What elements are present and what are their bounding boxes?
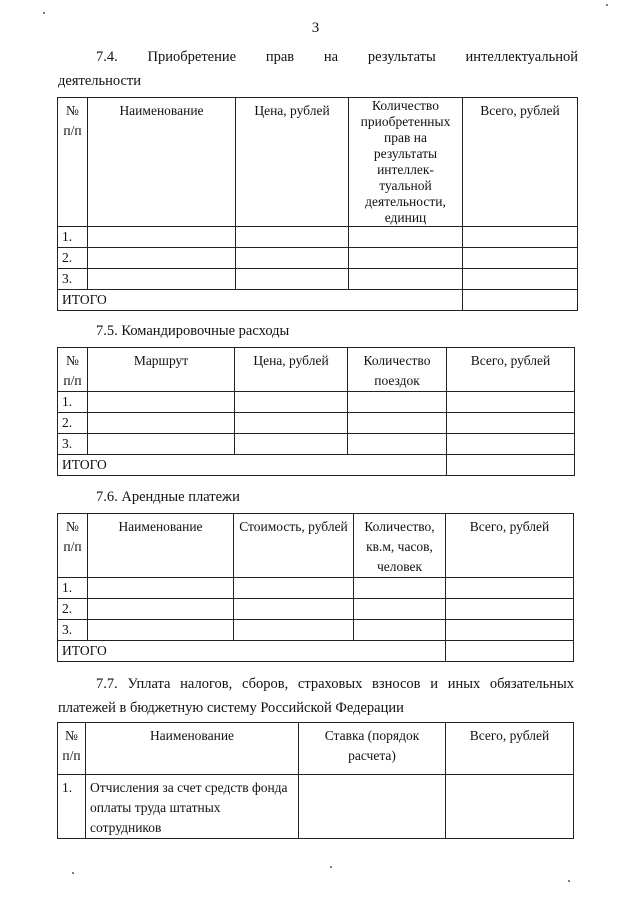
- table-row: [58, 620, 574, 641]
- col-header-total: Всего, рублей: [447, 348, 575, 392]
- scan-speck: [568, 880, 570, 882]
- cell-total[interactable]: [447, 413, 575, 434]
- total-label: ИТОГО: [58, 455, 447, 476]
- col-header-name: Наименование: [86, 723, 299, 775]
- col-header-rate: Ставка (порядок расчета): [299, 723, 446, 775]
- cell-price[interactable]: [236, 248, 349, 269]
- cell-quantity[interactable]: [349, 227, 463, 248]
- table-header-row: [58, 723, 574, 775]
- cell-total[interactable]: [447, 392, 575, 413]
- table-row: [58, 775, 574, 839]
- table-row: [58, 227, 578, 248]
- table-total-row: [58, 641, 574, 662]
- section-7-6-heading: 7.6. Арендные платежи: [96, 489, 240, 505]
- heading-word: и: [430, 676, 438, 692]
- cell-quantity[interactable]: [354, 578, 446, 599]
- page-number: 3: [311, 20, 320, 36]
- cell-route[interactable]: [88, 392, 235, 413]
- cell-quantity[interactable]: [349, 269, 463, 290]
- cell-total[interactable]: [446, 620, 574, 641]
- cell-price[interactable]: [236, 227, 349, 248]
- scan-speck: [606, 4, 608, 6]
- table-row: [58, 248, 578, 269]
- cell-quantity[interactable]: [354, 599, 446, 620]
- cell-name: Отчисления за счет средств фонда оплаты труда штатных сотрудников: [86, 775, 299, 839]
- heading-word: страховых: [297, 676, 363, 692]
- table-row: [58, 434, 575, 455]
- table-total-row: [58, 290, 578, 311]
- cell-cost[interactable]: [234, 599, 354, 620]
- total-label: ИТОГО: [58, 641, 446, 662]
- heading-word: 7.4.: [96, 49, 118, 65]
- cell-trips[interactable]: [348, 392, 447, 413]
- cell-total[interactable]: [446, 775, 574, 839]
- row-number: 2.: [58, 599, 88, 620]
- col-header-cost: Стоимость, рублей: [234, 514, 354, 578]
- cell-total[interactable]: [446, 599, 574, 620]
- scan-speck: [72, 872, 74, 874]
- cell-name[interactable]: [88, 578, 234, 599]
- heading-word: Приобретение: [147, 49, 237, 65]
- cell-cost[interactable]: [234, 620, 354, 641]
- cell-price[interactable]: [235, 434, 348, 455]
- row-number: 1.: [58, 578, 88, 599]
- col-header-number: № п/п: [58, 348, 88, 392]
- col-header-number: № п/п: [58, 723, 86, 775]
- section-7-7-heading-line2: платежей в бюджетную систему Российской Федерации: [58, 700, 404, 716]
- row-number: 1.: [58, 227, 88, 248]
- heading-word: результаты: [367, 49, 436, 65]
- cell-name[interactable]: [88, 269, 236, 290]
- cell-name[interactable]: [88, 620, 234, 641]
- heading-word: сборов,: [241, 676, 289, 692]
- heading-word: иных: [447, 676, 481, 692]
- table-row: [58, 269, 578, 290]
- col-header-total: Всего, рублей: [446, 514, 574, 578]
- cell-trips[interactable]: [348, 413, 447, 434]
- cell-price[interactable]: [235, 413, 348, 434]
- cell-total[interactable]: [447, 434, 575, 455]
- cell-total[interactable]: [463, 248, 578, 269]
- heading-word: обязательных: [489, 676, 575, 692]
- cell-route[interactable]: [88, 413, 235, 434]
- heading-word: интеллектуальной: [465, 49, 578, 65]
- row-number: 1.: [58, 775, 86, 839]
- heading-word: взносов: [372, 676, 421, 692]
- table-header-row: [58, 348, 575, 392]
- row-number: 2.: [58, 248, 88, 269]
- col-header-quantity: Количество, кв.м, часов, человек: [354, 514, 446, 578]
- col-header-trips: Количество поездок: [348, 348, 447, 392]
- table-row: [58, 578, 574, 599]
- cell-name[interactable]: [88, 248, 236, 269]
- col-header-number: № п/п: [58, 98, 88, 227]
- cell-quantity[interactable]: [354, 620, 446, 641]
- cell-cost[interactable]: [234, 578, 354, 599]
- table-7-4: [57, 97, 578, 311]
- cell-quantity[interactable]: [349, 248, 463, 269]
- cell-grand-total[interactable]: [446, 641, 574, 662]
- cell-price[interactable]: [236, 269, 349, 290]
- cell-trips[interactable]: [348, 434, 447, 455]
- section-7-4-heading-line1: [96, 44, 578, 70]
- cell-grand-total[interactable]: [447, 455, 575, 476]
- row-number: 1.: [58, 392, 88, 413]
- heading-word: на: [323, 49, 339, 65]
- row-number: 2.: [58, 413, 88, 434]
- table-7-5: [57, 347, 575, 476]
- cell-grand-total[interactable]: [463, 290, 578, 311]
- table-total-row: [58, 455, 575, 476]
- row-number: 3.: [58, 434, 88, 455]
- heading-word: налогов,: [180, 676, 233, 692]
- heading-word: Уплата: [127, 676, 171, 692]
- col-header-price: Цена, рублей: [235, 348, 348, 392]
- cell-name[interactable]: [88, 599, 234, 620]
- scan-speck: [330, 866, 332, 868]
- cell-name[interactable]: [88, 227, 236, 248]
- cell-price[interactable]: [235, 392, 348, 413]
- table-row: [58, 599, 574, 620]
- col-header-route: Маршрут: [88, 348, 235, 392]
- scan-speck: [43, 12, 45, 14]
- table-header-row: [58, 98, 578, 227]
- table-row: [58, 413, 575, 434]
- col-header-total: Всего, рублей: [463, 98, 578, 227]
- cell-rate[interactable]: [299, 775, 446, 839]
- col-header-name: Наименование: [88, 514, 234, 578]
- heading-word: прав: [265, 49, 295, 65]
- section-7-4-heading-line2: деятельности: [58, 73, 142, 89]
- cell-route[interactable]: [88, 434, 235, 455]
- cell-total[interactable]: [463, 227, 578, 248]
- heading-word: 7.7.: [96, 676, 118, 692]
- col-header-total: Всего, рублей: [446, 723, 574, 775]
- col-header-name: Наименование: [88, 98, 236, 227]
- total-label: ИТОГО: [58, 290, 463, 311]
- table-header-row: [58, 514, 574, 578]
- table-7-7: [57, 722, 574, 839]
- row-number: 3.: [58, 620, 88, 641]
- cell-total[interactable]: [446, 578, 574, 599]
- cell-total[interactable]: [463, 269, 578, 290]
- col-header-quantity: Количество приобретенных прав на результаты интеллек-туальной деятельности, единиц: [349, 98, 463, 227]
- section-7-7-heading-line1: [96, 671, 574, 697]
- table-7-6: [57, 513, 574, 662]
- col-header-price: Цена, рублей: [236, 98, 349, 227]
- table-row: [58, 392, 575, 413]
- row-number: 3.: [58, 269, 88, 290]
- col-header-number: № п/п: [58, 514, 88, 578]
- section-7-5-heading: 7.5. Командировочные расходы: [96, 323, 290, 339]
